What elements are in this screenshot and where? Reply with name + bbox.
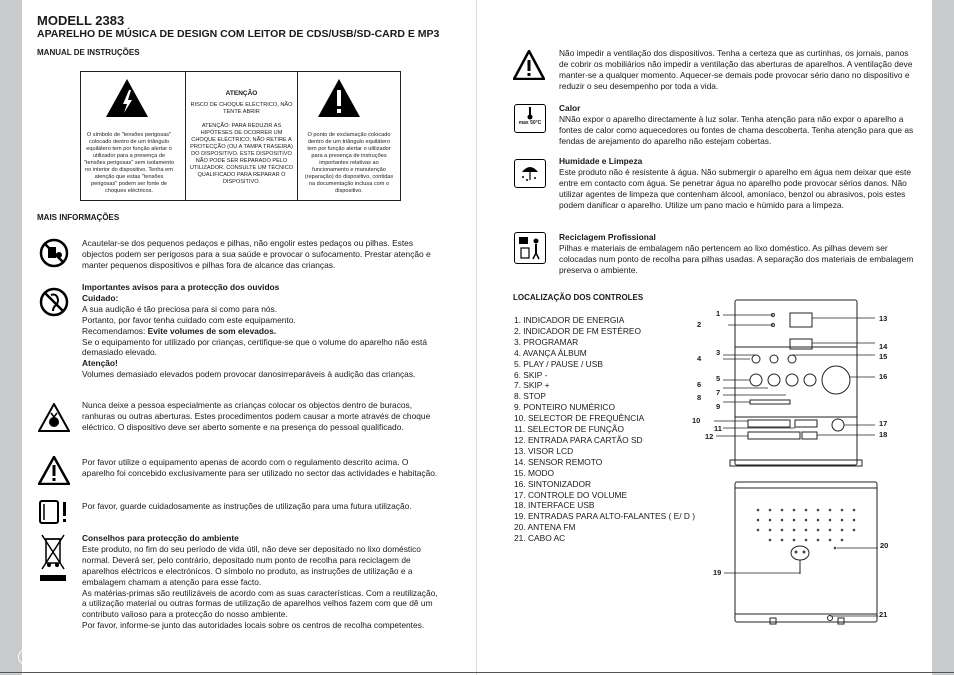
list-item: 2. INDICADOR DE FM ESTÉREO (514, 325, 642, 336)
model-title: MODELL 2383 (37, 13, 125, 28)
callout-1: 1 (716, 309, 721, 318)
humidity-text: Este produto não é resistente à água. Não submergir o aparelho em água nem deixar que este entre em contacto com água. Se penetrar água no aparelho pode provocar sérios danos. Não utilizar agentes de limpeza que contenham álcool, amoníaco, benzol ou abrasivos, pois estes podem danificar o aparelho. Utilize um pano macio e húmido para a limpeza. (559, 166, 911, 210)
environment-block (82, 533, 438, 631)
controls-list (514, 315, 695, 544)
callout-2: 2 (697, 320, 702, 329)
list-item: 4. AVANÇA ÁLBUM (514, 347, 587, 358)
list-item: 9. PONTEIRO NUMÉRICO (514, 402, 615, 413)
controls-heading: LOCALIZAÇÃO DOS CONTROLES (513, 293, 644, 302)
warning-line1: RISCO DE CHOQUE ELÉCTRICO, NÃO TENTE ABRIR (190, 102, 293, 115)
manual-heading: MANUAL DE INSTRUÇÕES (37, 48, 140, 57)
warning-box (80, 71, 401, 201)
language-badge-right: PT (887, 649, 908, 665)
no-small-parts-icon (39, 238, 69, 268)
humidity-title: Humidade e Limpeza (559, 156, 643, 166)
list-item: 11. SELECTOR DE FUNÇÃO (514, 424, 624, 435)
electric-shock-warning-icon (38, 403, 70, 432)
product-subtitle: APARELHO DE MÚSICA DE DESIGN COM LEITOR DE CDS/USB/SD-CARD E MP3 (37, 28, 440, 40)
hearing-caution: Cuidado: (82, 292, 119, 303)
callout-18: 18 (879, 430, 888, 439)
recycling-title: Reciclagem Profissional (559, 232, 656, 242)
callout-19: 19 (713, 568, 722, 577)
heat-block (559, 103, 915, 147)
list-item: 15. MODO (514, 467, 555, 478)
callout-11: 11 (714, 424, 722, 433)
hearing-title: Importantes avisos para a protecção dos ouvidos (82, 282, 280, 292)
left-gutter (0, 0, 22, 675)
bottom-rule (0, 672, 954, 673)
page-number-right (887, 648, 932, 665)
list-item: 17. CONTROLE DO VOLUME (514, 489, 628, 500)
callout-4: 4 (697, 354, 702, 363)
callout-6: 6 (697, 380, 702, 389)
list-item: 10. SELECTOR DE FREQUÊNCIA (514, 413, 645, 424)
page-number-left (18, 648, 63, 665)
page-number-left-value: 38. (41, 648, 63, 665)
language-badge-left: PT (18, 649, 39, 665)
recycling-block (559, 232, 915, 276)
hearing-line1: A sua audição é tão preciosa para si como para nós. (82, 303, 278, 314)
heat-icon (514, 104, 546, 133)
humidity-block (559, 156, 915, 211)
list-item: 18. INTERFACE USB (514, 500, 595, 511)
hearing-line2: Portanto, por favor tenha cuidado com este equipamento. (82, 314, 296, 325)
callout-12: 12 (705, 432, 714, 441)
openings-text: Nunca deixe a pessoa especialmente as crianças colocar os objectos dentro de buracos, ranhuras ou outras aberturas. Estes procedimentos podem causar a morte através de choque eléctrico. O dispositivo deve ser aberto somente e na presença do pessoal qualificado. (82, 400, 431, 432)
heat-title: Calor (559, 103, 581, 113)
list-item: 1. INDICADOR DE ENERGIA (514, 315, 625, 325)
hearing-attention: Atenção! (82, 358, 118, 369)
lightning-triangle-icon (105, 78, 149, 118)
read-manual-icon (39, 500, 71, 524)
list-item: 20. ANTENA FM (514, 522, 576, 533)
callout-15: 15 (879, 352, 888, 361)
hearing-protection-icon (39, 287, 69, 317)
recycling-icon (514, 232, 546, 264)
more-info-heading: MAIS INFORMAÇÕES (37, 213, 120, 222)
right-gutter (932, 0, 954, 675)
hearing-recommend-label: Recomendamos: (82, 325, 148, 336)
keep-manual-text: Por favor, guarde cuidadosamente as instruções de utilização para uma futura utilização. (82, 501, 412, 511)
callout-17: 17 (879, 419, 888, 428)
exclamation-triangle-icon (317, 78, 361, 118)
hearing-line4: Se o equipamento for utilizado por crianças, certifique-se que o volume do aparelho não está demasiado elevado. (82, 336, 427, 358)
callout-5: 5 (716, 374, 721, 383)
small-parts-text: Acautelar-se dos pequenos pedaços e pilhas, não engolir estes pedaços ou pilhas. Estes objectos podem ser perigosos para a sua saúde e provocar o sufocamento. Prestar atenção e manter pequenos dispositivos e pilhas fora de alcance das crianças. (82, 238, 431, 270)
callout-14: 14 (879, 342, 888, 351)
usage-text: Por favor utilize o equipamento apenas de acordo com o regulamento descrito acima. O aparelho foi concebido exclusivamente para ser utilizado no sector das actividades e habitação. (82, 457, 438, 478)
list-item: 7. SKIP + (514, 380, 550, 391)
hearing-line5: Volumes demasiado elevados podem provocar danosirreparáveis à audição das crianças. (82, 369, 416, 380)
environment-text3: Por favor, informe-se junto das autoridades locais sobre os centros de recolha competentes. (82, 620, 425, 631)
environment-title: Conselhos para protecção do ambiente (82, 533, 239, 543)
environment-text2: As matérias-primas são reutilizáveis de acordo com as suas características. Com a reutilização, a utilização material ou outras formas de utilização de aparelhos velhos fazem com que dê um contributo valioso para a protecção do nosso ambiente. (82, 587, 438, 620)
list-item: 19. ENTRADAS PARA ALTO-FALANTES ( E/ D ) (514, 511, 696, 522)
ventilation-warning-icon (513, 50, 545, 80)
recycling-text: Pilhas e materiais de embalagem não pertencem ao lixo doméstico. As pilhas devem ser colocadas num ponto de recolha para pilhas usadas. A separação dos materiais de embalagem preserva o ambiente. (559, 242, 914, 275)
hearing-line3 (82, 326, 438, 337)
callout-13: 13 (879, 314, 888, 323)
weee-bin-icon (40, 533, 66, 583)
list-item: 16. SINTONIZADOR (514, 478, 592, 489)
callout-10: 10 (692, 416, 701, 425)
heat-icon-label: max 50°C (518, 120, 542, 126)
exclamation-caption: O ponto de exclamação colocado dentro de um triângulo equilátero tem por função alertar o utilizador para a presença de instruções importantes relativas ao funcionamento e manutenção (reparação) do dispositivo, contidas na documentação inclusa com o dispositivo. (304, 132, 394, 194)
environment-text1: Este produto, no fim do seu período de vida útil, não deve ser depositado no lixo doméstico normal. Deverá ser, pelo contrário, depositado num ponto de recolha para reciclagem de aparelhos eléctricos e electrónicos. O símbolo no produto, as instruções de utilização e a embalagem chamam a atenção para esse facto. (82, 543, 421, 587)
list-item: 13. VISOR LCD (514, 445, 574, 456)
list-item: 6. SKIP - (514, 369, 548, 380)
callout-9: 9 (716, 402, 721, 411)
list-item: 8. STOP (514, 391, 546, 402)
exclamation-warning-icon (38, 456, 70, 485)
page-number-right-value: 39. (910, 648, 932, 665)
callout-8: 8 (697, 393, 702, 402)
callout-7: 7 (716, 388, 721, 397)
device-back-diagram (710, 478, 890, 628)
callout-16: 16 (879, 372, 888, 381)
warning-title: ATENÇÃO (225, 90, 258, 97)
hearing-recommend-value: Evite volumes de som elevados. (147, 325, 277, 336)
list-item: 12. ENTRADA PARA CARTÃO SD (514, 434, 643, 445)
callout-3: 3 (716, 348, 721, 357)
callout-21: 21 (879, 610, 888, 619)
list-item: 14. SENSOR REMOTO (514, 456, 603, 467)
list-item: 21. CABO AC (514, 533, 566, 544)
hearing-block (82, 282, 438, 380)
ventilation-text: Não impedir a ventilação dos dispositivos. Tenha a certeza que as curtinhas, os jornais, panos de cobrir os mobiliários não impedir a ventilação das aberturas de aparelhos. A ventilação deve manter-se a qualquer momento. Aquecer-se demais pode provocar sério dano no dispositivo e reduzir o seu desempenho por toda a vida. (559, 48, 913, 91)
center-fold (476, 0, 477, 675)
lightning-caption: O símbolo de "tensões perigosas" colocado dentro de um triângulo equilátero tem por função alertar o utilizador para a presença de "tensões perigosas" sem isolamento no interior do dispositivo. Tenha em atenção que estas "tensões perigosas" podem ser fonte de choques eléctricos. (83, 132, 175, 194)
humidity-icon (514, 159, 546, 188)
heat-text: NNão expor o aparelho directamente à luz solar. Tenha atenção para não expor o aparelho a fontes de calor como aquecedores ou fontes de chama descoberta. Tenha atenção para que as fendas de arejamento do aparelho não estejam cobertas. (559, 113, 914, 146)
callout-20: 20 (880, 541, 889, 550)
warning-line2: ATENÇÃO: PARA REDUZIR AS HIPÓTESES DE OCORRER UM CHOQUE ELÉCTRICO, NÃO RETIRE A PROTECÇÃO (OU A TAMPA TRASEIRA) DO DISPOSITIVO. ESTE DISPOSITIVO NÃO PODE SER REPARADO PELO UTILIZADOR. CONSULTE UM TÉCNICO QUALIFICADO PARA REPARAR O DISPOSITIVO. (189, 123, 294, 185)
list-item: 5. PLAY / PAUSE / USB (514, 358, 603, 369)
list-item: 3. PROGRAMAR (514, 336, 579, 347)
